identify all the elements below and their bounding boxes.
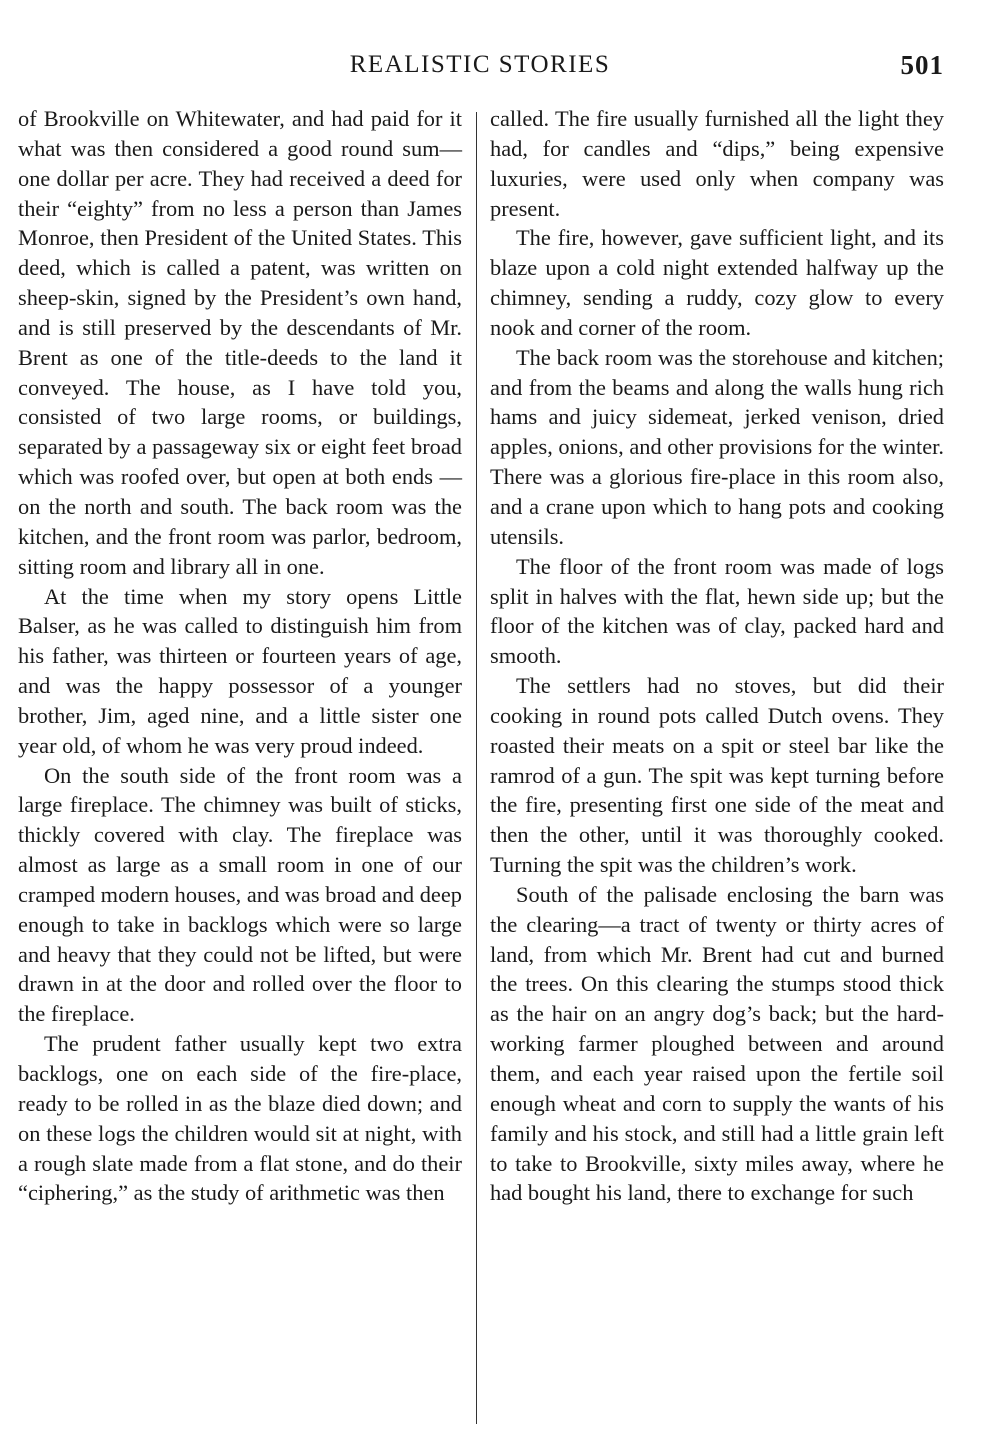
column-divider xyxy=(476,112,477,1424)
paragraph: The prudent father usually kept two extra backlogs, one on each side of the fire-place, ready to be rolled in as the blaze died down; and on these logs the children would sit at night, with a rough slate made from a flat stone, and do their “ciphering,” as the study of arithmetic was then xyxy=(18,1031,462,1206)
paragraph: The back room was the storehouse and kitchen; and from the beams and along the walls hung rich hams and juicy sidemeat, jerked venison, dried apples, onions, and other provisions for the winter. There was a glorious fire-place in this room also, and a crane upon which to hang pots and cooking utensils. xyxy=(490,344,944,549)
paragraph: The fire, however, gave sufficient light, and its blaze upon a cold night extended halfway up the chimney, sending a ruddy, cozy glow to every nook and corner of the room. xyxy=(490,225,944,340)
paragraph: South of the palisade enclosing the barn was the clearing—a tract of twenty or thirty acres of land, from which Mr. Brent had cut and burned the trees. On this clearing the stumps stood thick as the hair on an angry dog’s back; but the hard-working farmer ploughed between and around them, and each year raised upon the fertile soil enough wheat and corn to supply the wants of his family and his stock, and still had a little grain left to take to Brookville, sixty miles away, where he had bought his land, there to exchange for such xyxy=(490,881,944,1206)
right-column xyxy=(490,104,944,1208)
paragraph: The settlers had no stoves, but did their cooking in round pots called Dutch ovens. They roasted their meats on a spit or steel bar like the ramrod of a gun. The spit was kept turning before the fire, presenting first one side of the meat and then the other, until it was thoroughly cooked. Turning the spit was the children’s work. xyxy=(490,673,944,878)
page-number: 501 xyxy=(900,50,944,80)
paragraph: The floor of the front room was made of logs split in halves with the flat, hewn side up; but the floor of the kitchen was of clay, packed hard and smooth. xyxy=(490,553,944,669)
left-column xyxy=(18,104,462,1208)
running-title: REALISTIC STORIES xyxy=(349,51,611,78)
paragraph: On the south side of the front room was a large fireplace. The chimney was built of sticks, thickly covered with clay. The fireplace was almost as large as a small room in one of our cramped modern houses, and was broad and deep enough to take in backlogs which were so large and heavy that they could not be lifted, but were drawn in at the door and rolled over the floor to the fireplace. xyxy=(18,762,462,1027)
paragraph: At the time when my story opens Little Balser, as he was called to distinguish him from his father, was thirteen or fourteen years of age, and was the happy possessor of a younger brother, Jim, aged nine, and a little sister one year old, of whom he was very proud indeed. xyxy=(18,583,462,758)
paragraph: called. The fire usually furnished all the light they had, for candles and “dips,” being expensive luxuries, were used only when company was present. xyxy=(490,106,944,221)
paragraph: of Brookville on Whitewater, and had paid for it what was then considered a good round sum—one dollar per acre. They had received a deed for their “eighty” from no less a person than James Monroe, then President of the United States. This deed, which is called a patent, was written on sheep-skin, signed by the President’s own hand, and is still preserved by the descendants of Mr. Brent as one of the title-deeds to the land it conveyed. The house, as I have told you, consisted of two large rooms, or buildings, separated by a passageway six or eight feet broad which was roofed over, but open at both ends — on the north and south. The back room was the kitchen, and the front room was parlor, bedroom, sitting room and library all in one. xyxy=(18,106,462,579)
running-head xyxy=(0,48,1000,84)
